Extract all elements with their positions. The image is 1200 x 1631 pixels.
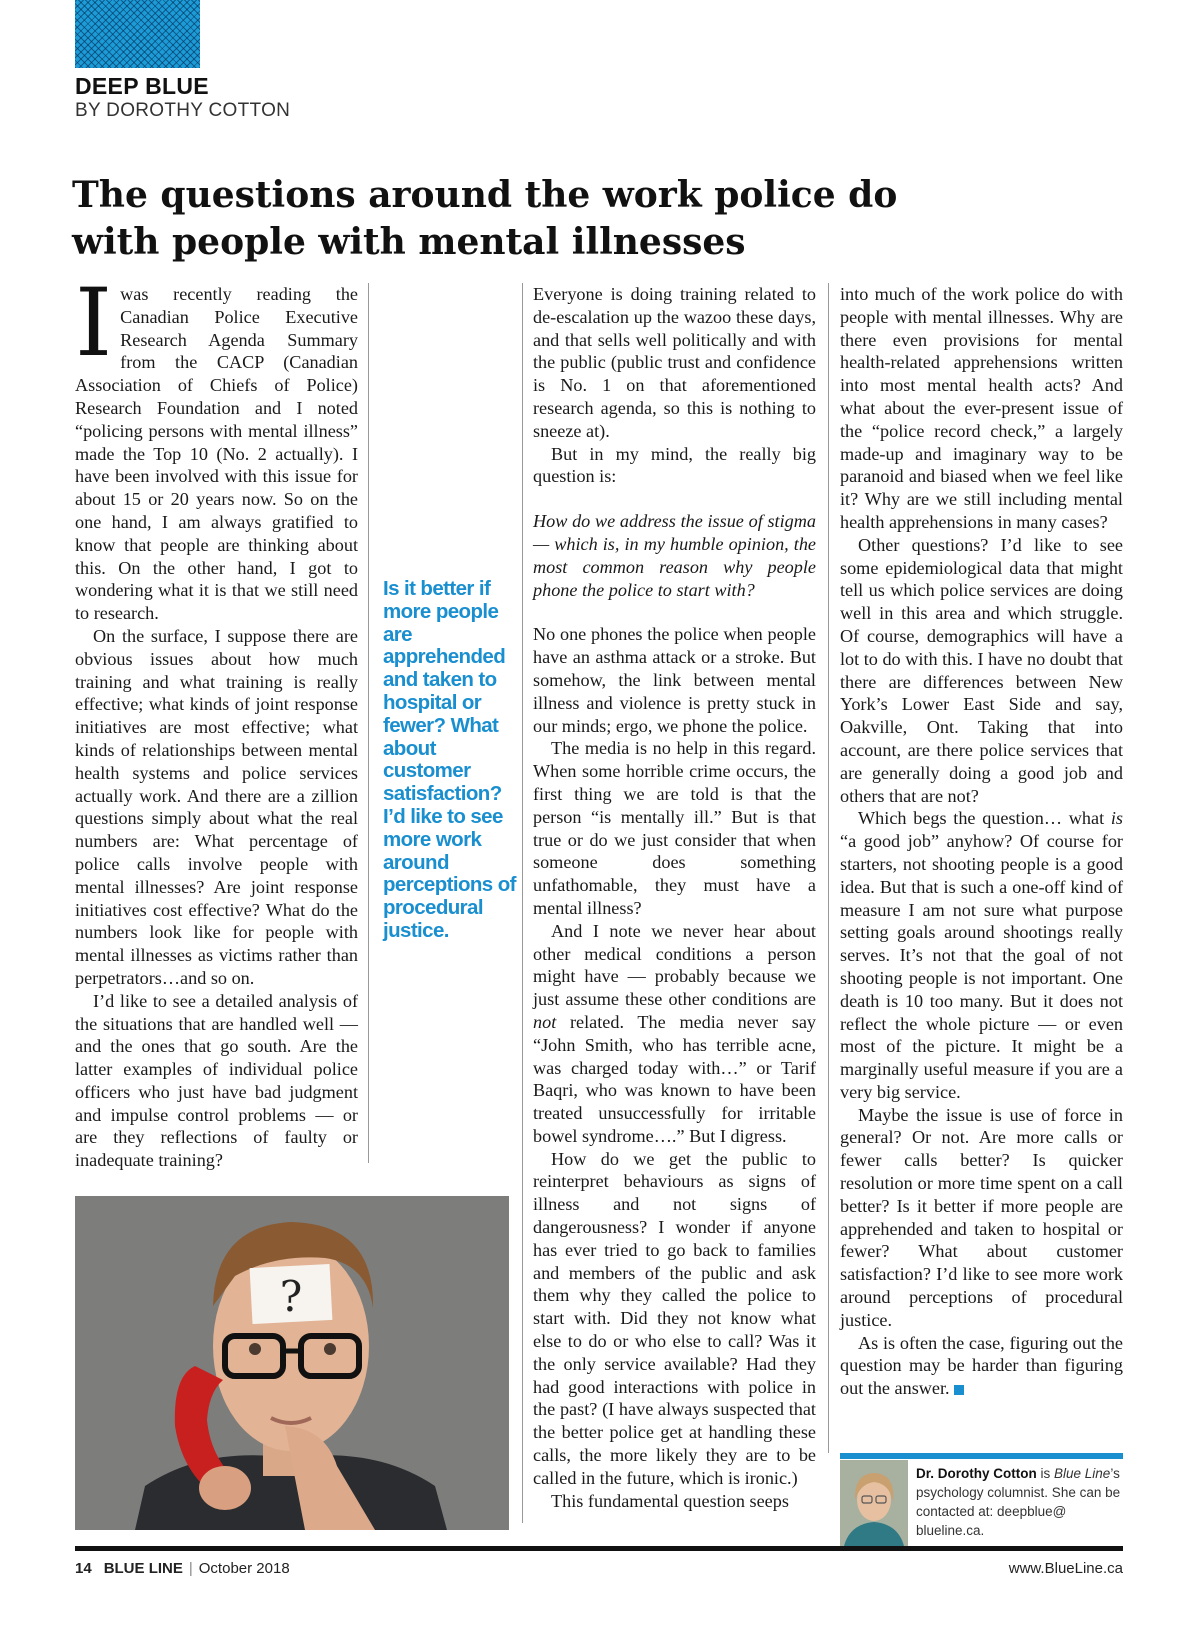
section-pattern-block [75, 0, 200, 68]
footer-rule [75, 1546, 1123, 1551]
paragraph: into much of the work police do with people with mental illnesses. Why are there even provisions for mental health-related apprehensions written into most mental health acts? And what about the ever-present issue of the “police record check,” a largely made-up and imaginary way to be paranoid and biased when we feel like it? Why are we still including mental health apprehensions in many cases? [840, 284, 1123, 532]
end-of-article-icon [954, 1385, 964, 1395]
paragraph: The media is no help in this regard. When some horrible crime occurs, the first thing we are told is that the person “is mentally ill.” But is that true or do we just consider that when someone does something unfathomable, they must have a mental illness? [533, 738, 816, 918]
column-divider [828, 283, 829, 1453]
column-divider [368, 283, 369, 1163]
paragraph: Other questions? I’d like to see some epidemiological data that might tell us which police services are doing well in this area and which struggle. Of course, demographics will have a lot to do with this. I have no doubt that there are differences between New York’s Lower East Side and say, Oakville, Ont. Taking that into account, are there police services that are generally doing a good job and others that are not? [840, 534, 1123, 806]
article-column-1 [75, 269, 358, 1172]
magazine-name: BLUE LINE [103, 1560, 183, 1577]
paragraph: But in my mind, the really big question is: [533, 443, 816, 487]
footer-url: www.BlueLine.ca [1008, 1560, 1123, 1577]
paragraph: Iwas recently reading the Canadian Police Executive Research Agenda Summary from the CACP (Canadian Association of Chiefs of Police) Research Foundation and I noted “policing persons with mental illness” made the Top 10 (No. 2 actually). I have been involved with this issue for about 15 or 20 years now. So on the one hand, I am always gratified to know that people are thinking about this. On the other hand, I got to wondering what it is that we still need to research. [75, 269, 358, 624]
column-divider [522, 283, 523, 1523]
page-number: 14 [75, 1560, 92, 1577]
paragraph: This fundamental question seeps [551, 1490, 789, 1511]
author-bio: Dr. Dorothy Cotton is Blue Line’s psychology columnist. She can be contacted at: deepblue@ blueline.ca. [916, 1466, 1121, 1538]
italic-question: How do we address the issue of stigma — which is, in my humble opinion, the most common reason why people phone the police to start with? [533, 511, 816, 600]
paragraph: And I note we never hear about other medical conditions a person might have — probably because we just assume these other conditions are not related. The media never say “John Smith, who has terrible acne, was charged today with…” or Tarif Baqri, who was known to have been treated unsuccessfully for irritable bowel syndrome….” But I digress. [533, 920, 816, 1146]
section-title: DEEP BLUE [75, 73, 209, 99]
paragraph: Which begs the question… what is “a good job” anyhow? Of course for starters, not shooting people is a good idea. But that is such a one-off kind of measure I am not sure what purpose setting goals around shootings really serves. It’s not that the goal of not shooting people is not important. One death is 10 too many. But it does not reflect the whole picture — or even most of the picture. It might be a marginally useful measure if you are a very big service. [840, 808, 1123, 1102]
paragraph: No one phones the police when people have an asthma attack or a stroke. But somehow, the link between mental illness and violence is pretty stuck in our minds; ergo, we phone the police. [533, 624, 816, 736]
issue-date: October 2018 [198, 1560, 290, 1577]
paragraph: Everyone is doing training related to de-escalation up the wazoo these days, and that sells well politically and with the public (public trust and confidence is No. 1 on that aforementioned research agenda, so this is nothing to sneeze at). [533, 284, 816, 441]
article-column-2 [533, 283, 816, 1512]
photo-illustration [75, 1196, 509, 1530]
bio-accent-rule [840, 1453, 1123, 1459]
byline: BY DOROTHY COTTON [75, 100, 291, 121]
footer-left [75, 1560, 290, 1577]
drop-cap: I [75, 269, 113, 378]
article-column-3 [840, 283, 1123, 1400]
pull-quote: Is it better if more people are apprehended and taken to hospital or fewer? What about customer satisfaction? I’d like to see more work around perceptions of procedural justice. [383, 577, 516, 942]
article-headline: The questions around the work police do with people with mental illnesses [72, 174, 898, 263]
paragraph: How do we get the public to reinterpret behaviours as signs of illness and not signs of dangerousness? I wonder if anyone has ever tried to go back to families and members of the public and ask them why they called the police to start with. Did they not know what else to do or who else to call? Was it the only service available? Had they had good interactions with police in the past? (I have always suspected that the better police get at handling these calls, the more likely they are to be called in the future, which is ironic.) [533, 1148, 816, 1488]
card-text: ? [279, 1272, 303, 1321]
footer-separator: | [188, 1560, 193, 1577]
paragraph: Maybe the issue is use of force in general? Or not. Are more calls or fewer calls better? Is quicker resolution or more time spent on a call better? Is it better if more people are apprehended and taken to hospital or fewer? What about customer satisfaction? I’d like to see more work around perceptions of procedural justice. [840, 1104, 1123, 1330]
author-headshot [840, 1460, 908, 1546]
paragraph: I’d like to see a detailed analysis of the situations that are handled well — and the ones that go south. Are the latter examples of individual police officers who just have bad judgment and impulse control problems — or are they reflections of faulty or inadequate training? [75, 990, 358, 1171]
article-photo [75, 1196, 509, 1530]
paragraph: As is often the case, figuring out the question may be harder than figuring out the answer. [840, 1332, 1123, 1399]
paragraph: On the surface, I suppose there are obvious issues about how much training and what training is really effective; what kinds of joint response initiatives are most effective; what kinds of relationships between mental health systems and police services actually work. And there are a zillion questions simply about what the real numbers are: What percentage of police calls involve people with mental illnesses? Are joint response initiatives cost effective? What do the numbers look like for people with mental illnesses as victims rather than perpetrators…and so on. [75, 625, 358, 988]
